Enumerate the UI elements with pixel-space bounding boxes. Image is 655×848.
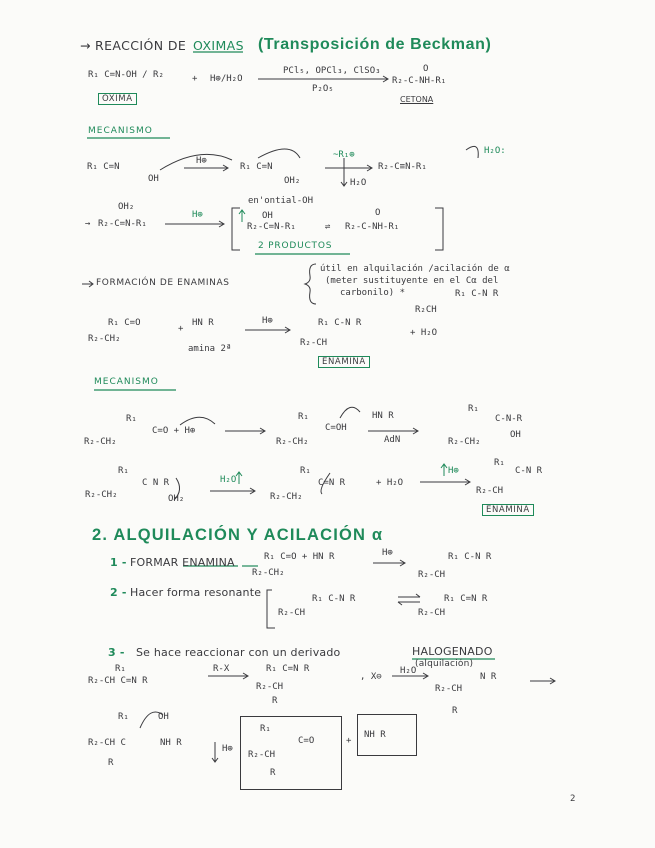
mec2-row2-water: + H₂O bbox=[376, 478, 404, 488]
step2-num: 2 - bbox=[110, 586, 127, 599]
enaminas-amine: HN R bbox=[192, 318, 214, 328]
step3-mid-sub: R₂-CH bbox=[256, 682, 284, 692]
oxima-product: R₂-C-NH-R₁ bbox=[392, 76, 447, 86]
step3-alq: (alquilación) bbox=[415, 659, 474, 669]
mec1-step2-h: H⊕ bbox=[192, 210, 203, 220]
step3-num: 3 - bbox=[108, 646, 125, 659]
oxima-title-word: OXIMAS bbox=[193, 38, 244, 53]
mec1-step1-h2o: H₂O bbox=[350, 178, 367, 188]
enaminas-note-side: R₁ C-N R bbox=[455, 289, 499, 299]
mec1-step2-enol-oh: OH bbox=[262, 211, 273, 221]
dos-productos: 2 PRODUCTOS bbox=[258, 241, 333, 251]
step3-left-r1: R₁ bbox=[115, 664, 126, 674]
mec2-r1b: R₁ bbox=[298, 412, 309, 422]
mec1-step2-oh2: OH₂ bbox=[118, 202, 135, 212]
mec2-protonated: C=OH bbox=[325, 423, 347, 433]
step4-product-r1: R₁ bbox=[260, 724, 271, 734]
mec1-step1-shift: ~R₁⊕ bbox=[333, 150, 355, 160]
mec2-ketone-sub: R₂-CH₂ bbox=[84, 437, 117, 447]
mec2-hemiaminal: C-N-R bbox=[495, 414, 523, 424]
enaminas-note-3: carbonilo) * bbox=[340, 288, 406, 298]
step3-rx: R-X bbox=[213, 664, 230, 674]
oxima-title-paren: (Transposición de Beckman) bbox=[258, 36, 492, 53]
step4-oh: OH bbox=[158, 712, 169, 722]
step4-plus: + bbox=[346, 736, 352, 746]
enamina-box-2: ENAMINA bbox=[482, 504, 534, 516]
oxima-title-prefix: REACCIÓN DE bbox=[95, 38, 187, 53]
cetona-label: CETONA bbox=[400, 95, 434, 104]
mec2-row2-sub: R₂-CH₂ bbox=[85, 490, 118, 500]
step2-right: R₁ C=N R bbox=[444, 594, 488, 604]
step4-product-r: R bbox=[270, 768, 276, 778]
mec1-step2-enol: R₂-C=N-R₁ bbox=[247, 222, 296, 232]
mec2-row2-h: H⊕ bbox=[448, 466, 459, 476]
enaminas-ketone-sub: R₂-CH₂ bbox=[88, 334, 121, 344]
mec2-row2-r1c: R₁ bbox=[494, 458, 505, 468]
mecanismo1-heading: MECANISMO bbox=[88, 126, 153, 136]
step3-mid: R₁ C=N R bbox=[266, 664, 310, 674]
step1-ketone: R₁ C=O + HN R bbox=[264, 552, 335, 562]
mec1-step2-arrow: → bbox=[85, 219, 91, 229]
mec1-step2-amide-o: O bbox=[375, 208, 381, 218]
oxima-plus: + bbox=[192, 74, 198, 84]
mec2-protonated-sub: R₂-CH₂ bbox=[276, 437, 309, 447]
mec1-step1-oh2: OH₂ bbox=[284, 176, 301, 186]
enaminas-r2ch: R₂CH bbox=[415, 305, 437, 315]
mec2-r1: R₁ bbox=[126, 414, 137, 424]
mec1-step2-left: R₂-C=N-R₁ bbox=[98, 219, 147, 229]
mec1-step1-oh: OH bbox=[148, 174, 159, 184]
step4-nh: NH R bbox=[160, 738, 182, 748]
enamina-box-1: ENAMINA bbox=[318, 356, 370, 368]
step2-left: R₁ C-N R bbox=[312, 594, 356, 604]
step1-text: FORMAR ENAMINA bbox=[130, 556, 235, 569]
mecanismo2-heading: MECANISMO bbox=[94, 377, 159, 387]
step3-x: , X⊖ bbox=[360, 672, 382, 682]
step3-mid-r: R bbox=[272, 696, 278, 706]
step3-text: Se hace reaccionar con un derivado bbox=[136, 646, 341, 659]
step3-h2o: H₂O bbox=[400, 666, 417, 676]
step2-text: Hacer forma resonante bbox=[130, 586, 262, 599]
step1-product: R₁ C-N R bbox=[448, 552, 492, 562]
mec2-row2-iminium-sub: R₂-CH₂ bbox=[270, 492, 303, 502]
step4-r: R bbox=[108, 758, 114, 768]
step1-sub: R₂-CH₂ bbox=[252, 568, 285, 578]
page-number: 2 bbox=[570, 794, 576, 804]
mec2-row2-left: C N R bbox=[142, 478, 170, 488]
step4-product: C=O bbox=[298, 736, 315, 746]
enaminas-title: FORMACIÓN DE ENAMINAS bbox=[96, 278, 230, 288]
oxima-reactant: R₁ C=N-OH / R₂ bbox=[88, 70, 164, 80]
step4-left: R₂-CH C bbox=[88, 738, 126, 748]
oxima-product-o: O bbox=[423, 64, 429, 74]
step4-amine: NH R bbox=[364, 730, 386, 740]
enaminas-plus: + bbox=[178, 324, 184, 334]
oxima-title-arrow: → bbox=[80, 38, 91, 53]
step3-right-n: N R bbox=[480, 672, 497, 682]
step4-h: H⊕ bbox=[222, 744, 233, 754]
mec2-row2-enamine: C-N R bbox=[515, 466, 543, 476]
enaminas-amine-label: amina 2ª bbox=[188, 344, 232, 354]
step4-r1: R₁ bbox=[118, 712, 129, 722]
oxima-reagents-bottom: P₂O₅ bbox=[312, 84, 334, 94]
enaminas-enamine-sub: R₂-CH bbox=[300, 338, 328, 348]
mec2-row2-r1: R₁ bbox=[118, 466, 129, 476]
oxima-acid: H⊕/H₂O bbox=[210, 74, 243, 84]
enaminas-note-1: útil en alquilación /acilación de α bbox=[320, 264, 510, 274]
oxima-reagents-top: PCl₅, OPCl₃, ClSO₃ bbox=[283, 66, 381, 76]
oxima-box: OXIMA bbox=[98, 93, 137, 105]
enaminas-water: + H₂O bbox=[410, 328, 438, 338]
step3-right-r: R bbox=[452, 706, 458, 716]
mec2-row2-sub2: R₂-CH bbox=[476, 486, 504, 496]
mec1-step1-h2o-add: H₂O: bbox=[484, 146, 506, 156]
mec1-step1-mid: R₁ C=N bbox=[240, 162, 273, 172]
step3-halo: HALOGENADO bbox=[412, 645, 493, 658]
step1-product-sub: R₂-CH bbox=[418, 570, 446, 580]
mec2-row2-h2o: H₂O bbox=[220, 475, 237, 485]
mec2-row2-iminium: C=N R bbox=[318, 478, 346, 488]
step4-product-sub: R₂-CH bbox=[248, 750, 276, 760]
step2-right-sub: R₂-CH bbox=[418, 608, 446, 618]
mec1-step2-amide: R₂-C-NH-R₁ bbox=[345, 222, 400, 232]
mec1-step1-product: R₂-C≡N-R₁ bbox=[378, 162, 427, 172]
mec2-hemiaminal-oh: OH bbox=[510, 430, 521, 440]
mec2-amine-attack: HN R bbox=[372, 411, 394, 421]
enaminas-hplus: H⊕ bbox=[262, 316, 273, 326]
mec2-adn: AdN bbox=[384, 435, 401, 445]
mec2-row2-oh2: OH₂ bbox=[168, 494, 185, 504]
enaminas-ketone: R₁ C=O bbox=[108, 318, 141, 328]
mec2-r1c: R₁ bbox=[468, 404, 479, 414]
step3-left: R₂-CH C=N R bbox=[88, 676, 148, 686]
mec2-hemiaminal-sub: R₂-CH₂ bbox=[448, 437, 481, 447]
mec1-step2-equil: ⇌ bbox=[325, 222, 331, 232]
step1-h: H⊕ bbox=[382, 548, 393, 558]
step3-right: R₂-CH bbox=[435, 684, 463, 694]
enaminas-note-2: (meter sustituyente en el Cα del bbox=[325, 276, 499, 286]
mec1-step2-enol-label: en'ontial-OH bbox=[248, 196, 314, 206]
step1-num: 1 - bbox=[110, 556, 127, 569]
mec2-row2-r1b: R₁ bbox=[300, 466, 311, 476]
mec1-step1-hplus: H⊕ bbox=[196, 156, 207, 166]
alquilacion-title: 2. ALQUILACIÓN Y ACILACIÓN α bbox=[92, 526, 384, 544]
mec2-ketone: C=O + H⊕ bbox=[152, 426, 196, 436]
mec1-step1-left: R₁ C=N bbox=[87, 162, 120, 172]
enaminas-enamine: R₁ C-N R bbox=[318, 318, 362, 328]
step2-left-sub: R₂-CH bbox=[278, 608, 306, 618]
